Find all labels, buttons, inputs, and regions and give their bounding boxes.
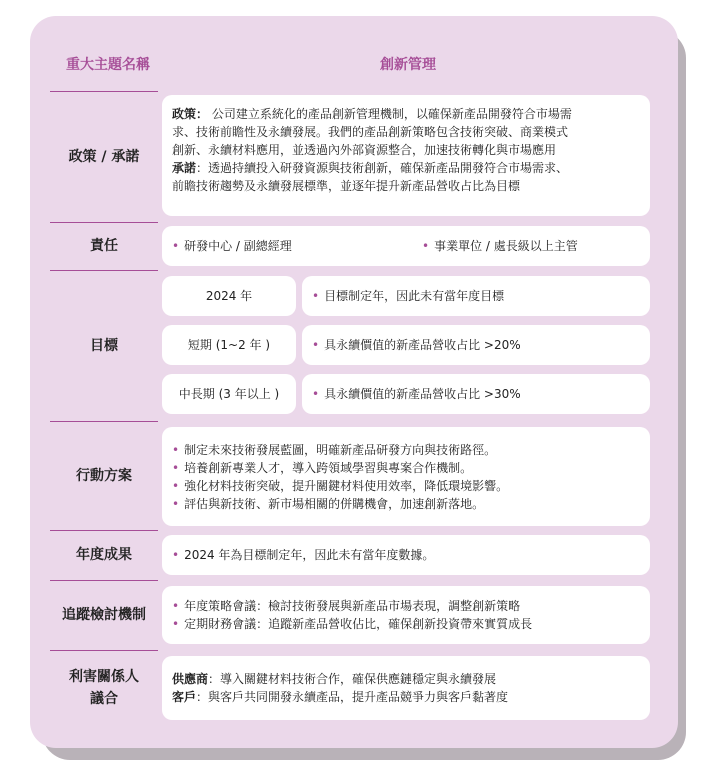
- topic-title: 創新管理: [380, 57, 436, 73]
- tracking-label: 追蹤檢討機制: [62, 607, 146, 623]
- stakeholder-text: ：與客戶共同開發永續產品，提升產品競爭力與客戶黏著度: [196, 690, 509, 704]
- bullet-icon: •: [172, 460, 180, 475]
- policy-heading: 政策：: [172, 107, 209, 121]
- list-item: • 評估與新技術、新市場相關的併購機會，加速創新落地。: [172, 496, 485, 511]
- bullet-icon: •: [312, 289, 320, 303]
- responsibility-units: 事業單位 / 處長級以上主管: [434, 239, 578, 253]
- list-item: [172, 670, 640, 688]
- goal-text: [302, 276, 650, 316]
- commitment-line: 前瞻技術趨勢及永續發展標準，並逐年提升新產品營收占比為目標: [172, 179, 521, 193]
- tracking-box: [162, 586, 650, 644]
- bullet-icon: •: [422, 239, 430, 253]
- stakeholder-text: ：導入關鍵材料技術合作，確保供應鏈穩定與永續發展: [208, 672, 497, 686]
- results-text: 2024 年為目標制定年，因此未有當年度數據。: [184, 548, 435, 562]
- bullet-icon: •: [172, 239, 180, 253]
- stakeholders-label-line: 利害關係人: [69, 669, 139, 685]
- topic-name-header: 重大主題名稱: [66, 57, 150, 73]
- bullet-icon: •: [172, 599, 180, 613]
- commitment-line: ：透過持續投入研發資源與技術創新，確保新產品開發符合市場需求、: [196, 161, 569, 175]
- actions-label: 行動方案: [76, 467, 132, 484]
- bullet-icon: •: [172, 442, 180, 457]
- bullet-icon: •: [172, 617, 180, 631]
- list-item: • 強化材料技術突破，提升關鍵材料使用效率，降低環境影響。: [172, 478, 509, 493]
- stakeholder-name: 供應商: [172, 672, 209, 686]
- policy-box: [162, 95, 650, 216]
- goal-text-value: 具永續價值的新產品營收占比 >30%: [324, 387, 521, 401]
- goal-text: [302, 374, 650, 414]
- list-item: • 年度策略會議：檢討技術發展與新產品市場表現，調整創新策略: [172, 599, 521, 613]
- results-label: 年度成果: [76, 547, 132, 563]
- responsibility-box: [162, 226, 650, 266]
- responsibility-label: 責任: [90, 238, 118, 254]
- stakeholders-box: [162, 656, 650, 720]
- list-item: [172, 688, 640, 706]
- list-item: • 制定未來技術發展藍圖，明確新產品研發方向與技術路徑。: [172, 442, 497, 457]
- bullet-icon: •: [172, 478, 180, 493]
- list-item: • 定期財務會議：追蹤新產品營收佔比，確保創新投資帶來實質成長: [172, 617, 533, 631]
- bullet-icon: •: [312, 387, 320, 401]
- stakeholder-name: 客戶: [172, 690, 197, 704]
- goal-text-value: 具永續價值的新產品營收占比 >20%: [324, 338, 521, 352]
- policy-line: 求、技術前瞻性及永續發展。我們的產品創新策略包含技術突破、商業模式: [172, 125, 569, 139]
- bullet-icon: •: [172, 548, 180, 562]
- goal-text-value: 目標制定年，因此未有當年度目標: [324, 289, 505, 303]
- goals-label: 目標: [90, 337, 118, 354]
- bullet-icon: •: [312, 338, 320, 352]
- responsibility-rd: 研發中心 / 副總經理: [184, 239, 292, 253]
- list-item: • 培養創新專業人才，導入跨領域學習與專案合作機制。: [172, 460, 473, 475]
- commitment-heading: 承諾: [172, 161, 197, 175]
- bullet-icon: •: [172, 496, 180, 511]
- actions-box: [162, 427, 650, 526]
- goal-period: 中長期 (3 年以上 ): [162, 374, 296, 414]
- goal-period: 2024 年: [162, 276, 296, 316]
- policy-line: 公司建立系統化的產品創新管理機制，以確保新產品開發符合市場需: [208, 107, 572, 121]
- goal-period: 短期 (1~2 年 ): [162, 325, 296, 365]
- policy-label: 政策 / 承諾: [68, 148, 140, 165]
- goal-text: [302, 325, 650, 365]
- results-box: [162, 535, 650, 575]
- policy-line: 創新、永續材料應用，並透過內外部資源整合，加速技術轉化與市場應用: [172, 143, 557, 157]
- stakeholders-label-line: 議合: [90, 691, 118, 707]
- stakeholders-label: [50, 650, 158, 726]
